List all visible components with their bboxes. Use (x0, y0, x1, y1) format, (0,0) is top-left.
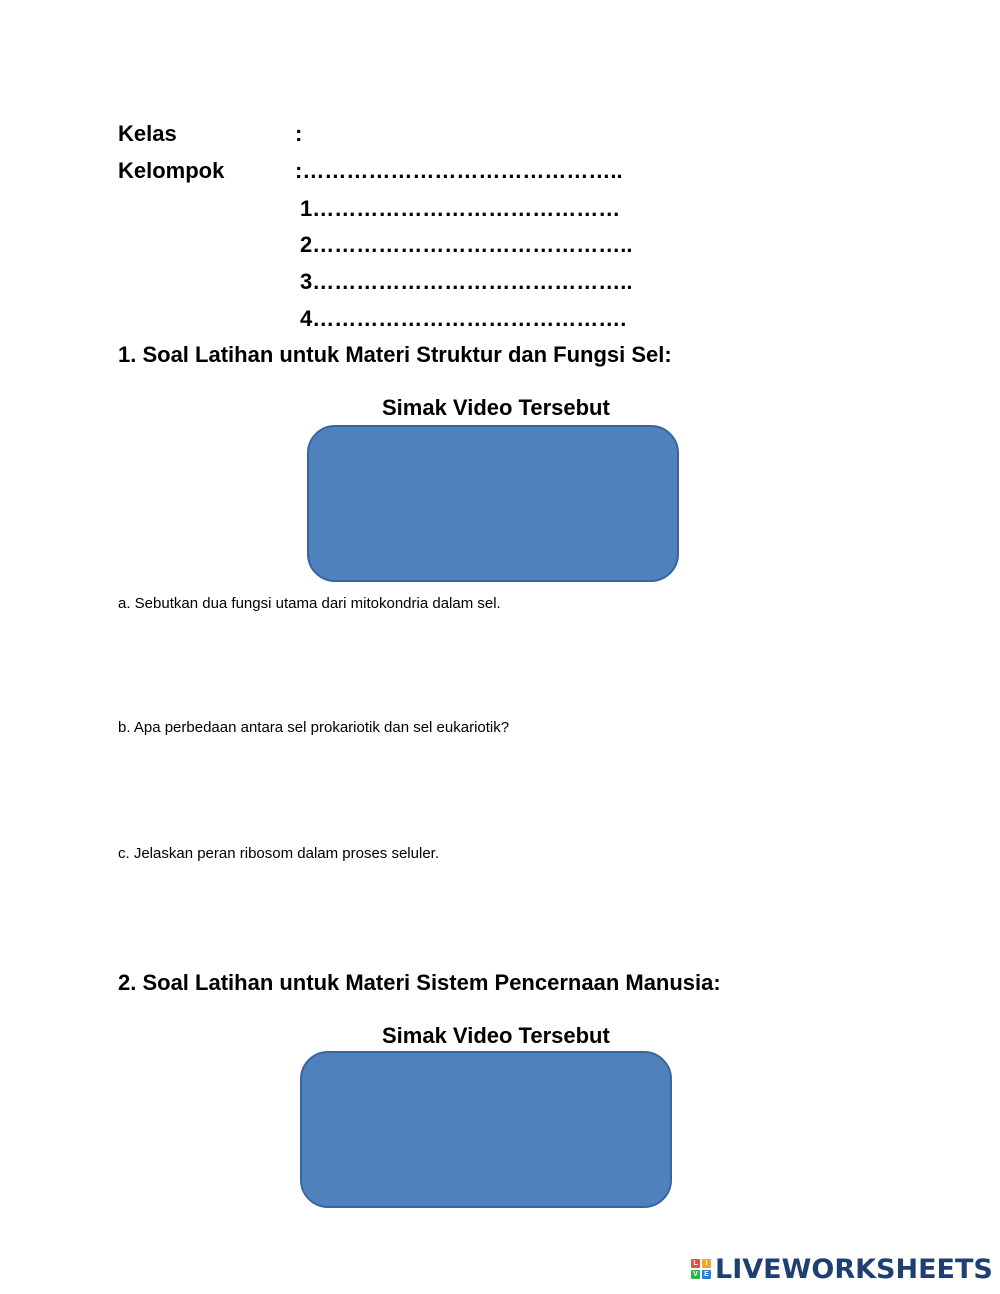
liveworksheets-logo-icon (691, 1259, 711, 1279)
logo-tile-e: E (702, 1270, 711, 1279)
member-line-3: 3…………………………………….. (300, 269, 633, 294)
member-line-4: 4……………………………………. (300, 306, 627, 331)
section2-video-player[interactable] (300, 1051, 672, 1208)
member-line-2: 2…………………………………….. (300, 232, 633, 257)
logo-tile-v: V (691, 1270, 700, 1279)
question-c: c. Jelaskan peran ribosom dalam proses seluler. (118, 845, 439, 862)
logo-tile-l: L (691, 1259, 700, 1268)
section1-title: 1. Soal Latihan untuk Materi Struktur dan Fungsi Sel: (118, 342, 672, 367)
section1-video-label: Simak Video Tersebut (382, 395, 610, 420)
kelompok-label: Kelompok (118, 158, 225, 183)
section2-title: 2. Soal Latihan untuk Materi Sistem Pencernaan Manusia: (118, 970, 721, 995)
liveworksheets-wordmark: LIVEWORKSHEETS (715, 1253, 993, 1285)
kelas-separator: : (295, 121, 303, 146)
liveworksheets-logo (691, 1254, 993, 1284)
member-line-1: 1…………………………………… (300, 196, 621, 221)
kelompok-value: :…………………………………….. (295, 158, 623, 183)
kelas-label: Kelas (118, 121, 177, 146)
question-a: a. Sebutkan dua fungsi utama dari mitokondria dalam sel. (118, 595, 501, 612)
logo-tile-i: I (702, 1259, 711, 1268)
section1-video-player[interactable] (307, 425, 679, 582)
section2-video-label: Simak Video Tersebut (382, 1023, 610, 1048)
question-b: b. Apa perbedaan antara sel prokariotik dan sel eukariotik? (118, 719, 510, 736)
